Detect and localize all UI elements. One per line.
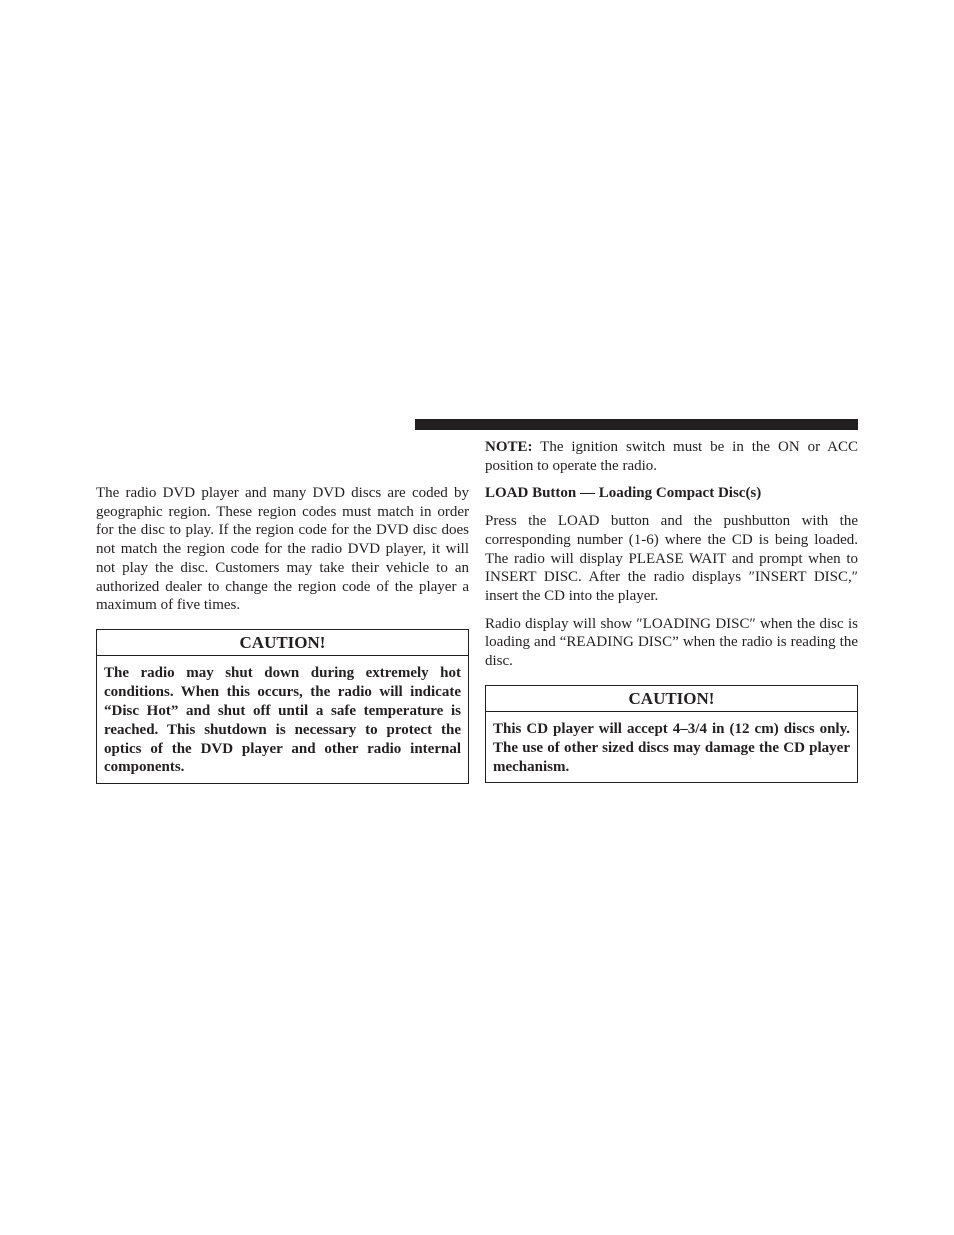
- note-text: The ignition switch must be in the ON or ACC position to operate the radio.: [485, 439, 858, 474]
- caution-text: The radio may shut down during extremely hot conditions. When this occurs, the radio will indicate “Disc Hot” and shut off until a safe temperature is reached. This shutdown is necessary to protect the optics of the DVD player and other radio internal components.: [104, 664, 461, 776]
- right-column: [485, 438, 858, 783]
- note-paragraph: [485, 438, 858, 475]
- caution-box-disc-size: [485, 685, 858, 784]
- section-heading-load-button: LOAD Button — Loading Compact Disc(s): [485, 485, 762, 502]
- caution-text: This CD player will accept 4–3/4 in (12 cm) discs only. The use of other sized discs may damage the CD player mechanism.: [493, 720, 850, 775]
- region-code-paragraph: The radio DVD player and many DVD discs are coded by geographic region. These region codes must match in order for the disc to play. If the region code for the DVD disc does not match the region code for the radio DVD player, it will not play the disc. Customers may take their vehicle to an authorized dealer to change the region code of the player a maximum of five times.: [96, 485, 469, 614]
- load-instructions-paragraph: Press the LOAD button and the pushbutton with the corresponding number (1-6) where the CD is being loaded. The radio will display PLEASE WAIT and prompt when to INSERT DISC. After the radio displays ″INSERT DISC,″ insert the CD into the player.: [485, 513, 858, 604]
- header-rule: [415, 419, 858, 430]
- caution-title: CAUTION!: [486, 686, 857, 712]
- caution-title: CAUTION!: [97, 630, 468, 656]
- left-column: [96, 484, 469, 784]
- loading-display-paragraph: Radio display will show ″LOADING DISC″ when the disc is loading and “READING DISC” when the radio is reading the disc.: [485, 615, 858, 670]
- caution-box-disc-hot: [96, 629, 469, 784]
- note-label: NOTE:: [485, 439, 533, 455]
